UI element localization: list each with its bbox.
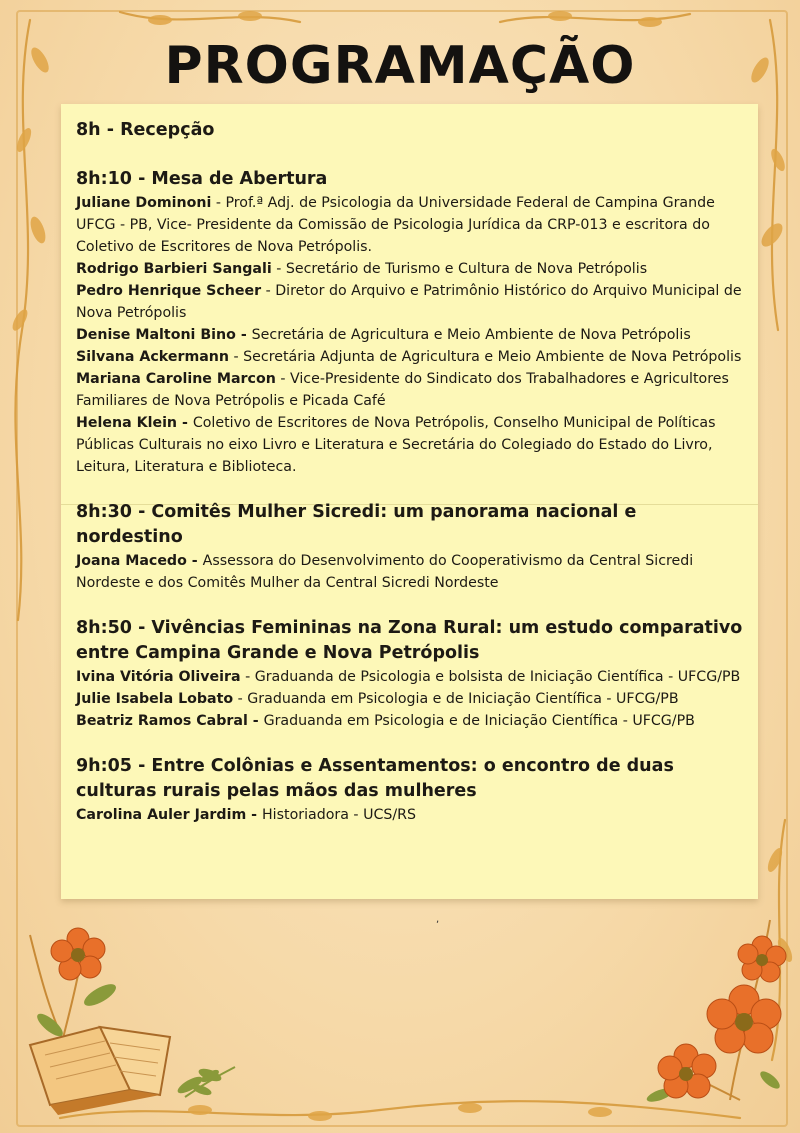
speaker-entry <box>76 258 746 280</box>
speaker-name: Helena Klein - <box>76 415 193 431</box>
speaker-role: - Diretor do Arquivo e Patrimônio Histórico do Arquivo Municipal de Nova Petrópolis <box>76 283 742 321</box>
speaker-role: - Graduanda de Psicologia e bolsista de Iniciação Científica - UFCG/PB <box>240 669 741 685</box>
leaf-icon <box>180 1062 240 1102</box>
speaker-role: - Secretário de Turismo e Cultura de Nova Petrópolis <box>271 261 648 277</box>
speaker-name: Joana Macedo - <box>76 553 203 569</box>
speaker-name: Beatriz Ramos Cabral - <box>76 713 264 729</box>
section-heading-rural: 8h:50 - Vivências Femininas na Zona Rural: um estudo comparativo entre Campina Grande e Nova Petrópolis <box>76 618 743 663</box>
speaker-entry <box>76 688 746 710</box>
section-heading-sicredi: 8h:30 - Comitês Mulher Sicredi: um panorama nacional e nordestino <box>76 502 637 547</box>
program-content <box>76 118 746 826</box>
speaker-entry <box>76 280 746 324</box>
speaker-name: Mariana Caroline Marcon <box>76 371 276 387</box>
speaker-entry <box>76 368 746 412</box>
speaker-role: - Prof.ª Adj. de Psicologia da Universidade Federal de Campina Grande UFCG - PB, Vice- Presidente da Comissão de Psicologia Jurídica da CRP-013 e escritora do Coletivo de Escritores de Nova Petrópolis. <box>76 195 715 255</box>
speaker-name: Silvana Ackermann <box>76 349 230 365</box>
stray-mark: , <box>436 914 440 925</box>
section-heading-reception: 8h - Recepção <box>76 120 215 140</box>
speaker-role: Coletivo de Escritores de Nova Petrópolis, Conselho Municipal de Políticas Públicas Culturais no eixo Livro e Literatura e Secretária do Colegiado do Estado do Livro, Leitura, Literatura e Biblioteca. <box>76 415 716 475</box>
flower-icon <box>620 900 795 1115</box>
speaker-name: Rodrigo Barbieri Sangali <box>76 261 272 277</box>
speaker-name: Juliane Dominoni <box>76 195 212 211</box>
speaker-role: Historiadora - UCS/RS <box>262 807 417 823</box>
speaker-name: Julie Isabela Lobato <box>76 691 234 707</box>
speaker-name: Ivina Vitória Oliveira <box>76 669 241 685</box>
speaker-role: - Graduanda em Psicologia e de Iniciação Científica - UFCG/PB <box>233 691 679 707</box>
speaker-entry <box>76 192 746 258</box>
speaker-entry <box>76 324 746 346</box>
speaker-entry <box>76 804 746 826</box>
speaker-entry <box>76 346 746 368</box>
speaker-entry <box>76 550 746 594</box>
speaker-entry <box>76 412 746 478</box>
page-title: PROGRAMAÇÃO <box>164 36 636 96</box>
speaker-name: Carolina Auler Jardim - <box>76 807 262 823</box>
speaker-name: Denise Maltoni Bino - <box>76 327 252 343</box>
speaker-name: Pedro Henrique Scheer <box>76 283 262 299</box>
speaker-role: Secretária de Agricultura e Meio Ambiente de Nova Petrópolis <box>251 327 691 343</box>
speaker-role: - Secretária Adjunta de Agricultura e Meio Ambiente de Nova Petrópolis <box>229 349 742 365</box>
speaker-role: Assessora do Desenvolvimento do Cooperativismo da Central Sicredi Nordeste e dos Comitês Mulher da Central Sicredi Nordeste <box>76 553 694 591</box>
open-book-icon <box>30 1027 170 1115</box>
speaker-role: - Vice-Presidente do Sindicato dos Trabalhadores e Agricultores Familiares de Nova Petrópolis e Picada Café <box>76 371 729 409</box>
speaker-entry <box>76 710 746 732</box>
speaker-role: Graduanda em Psicologia e de Iniciação Científica - UFCG/PB <box>263 713 695 729</box>
section-heading-colonias: 9h:05 - Entre Colônias e Assentamentos: o encontro de duas culturas rurais pelas mãos das mulheres <box>76 756 674 801</box>
speaker-entry <box>76 666 746 688</box>
section-heading-opening: 8h:10 - Mesa de Abertura <box>76 169 328 189</box>
